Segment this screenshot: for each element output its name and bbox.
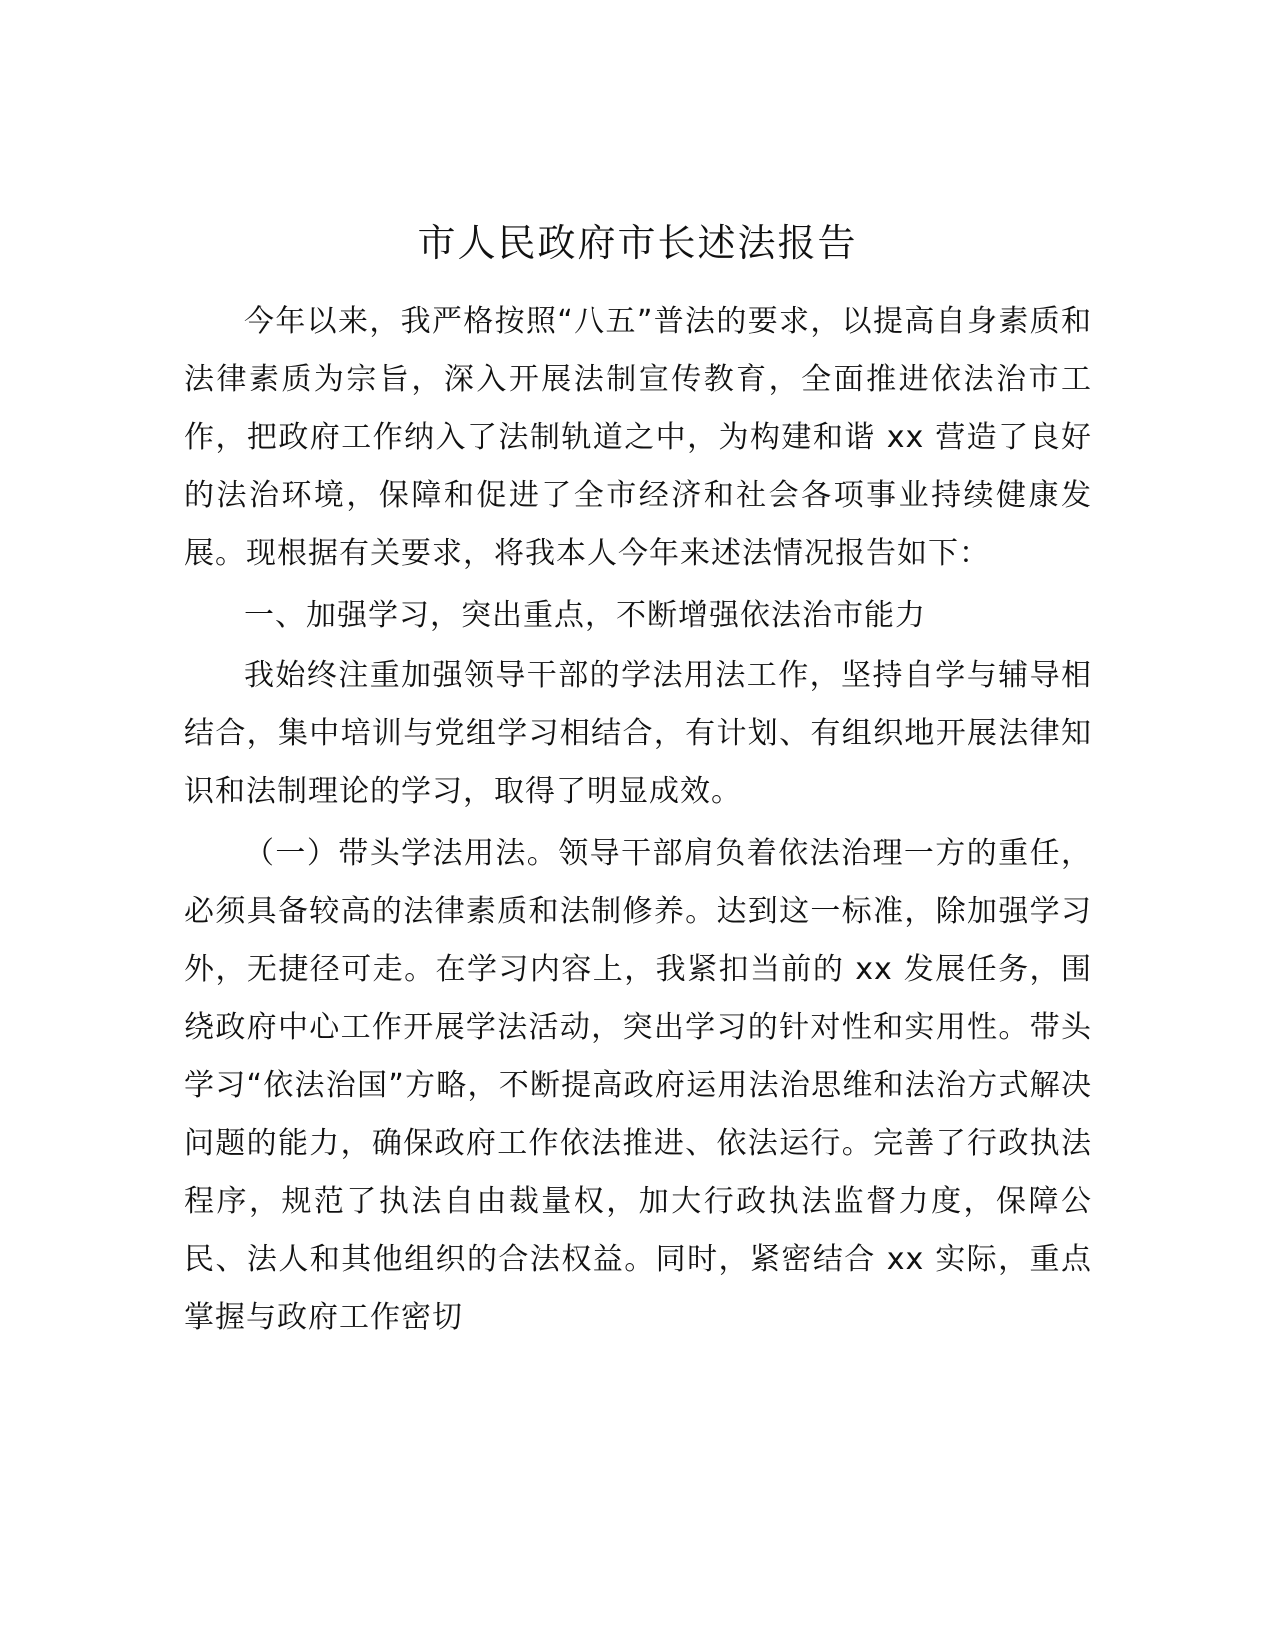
intro-paragraph: 今年以来，我严格按照“八五”普法的要求，以提高自身素质和法律素质为宗旨，深入开展法制宣传教育，全面推进依法治市工作，把政府工作纳入了法制轨道之中，为构建和谐 xx 营造了良好的法治环境，保障和促进了全市经济和社会各项事业持续健康发展。现根据有关要求，将我本人今年来述法情况报告如下： [184,304,1092,571]
section-heading-1: 一、加强学习，突出重点，不断增强依法治市能力 [244,598,926,633]
document-body [184,293,1092,1351]
subsection-1-paragraph: （一）带头学法用法。领导干部肩负着依法治理一方的重任，必须具备较高的法律素质和法制修养。达到这一标准，除加强学习外，无捷径可走。在学习内容上，我紧扣当前的 xx 发展任务，围绕政府中心工作开展学法活动，突出学习的针对性和实用性。带头学习“依法治国”方略，不断提高政府运用法治思维和法治方式解决问题的能力，确保政府工作依法推进、依法运行。完善了行政执法程序，规范了执法自由裁量权，加大行政执法监督力度，保障公民、法人和其他组织的合法权益。同时，紧密结合 xx 实际，重点掌握与政府工作密切 [184,836,1092,1335]
section-1-paragraph: 我始终注重加强领导干部的学法用法工作，坚持自学与辅导相结合，集中培训与党组学习相结合，有计划、有组织地开展法律知识和法制理论的学习，取得了明显成效。 [184,658,1092,809]
document-title: 市人民政府市长述法报告 [417,221,858,265]
